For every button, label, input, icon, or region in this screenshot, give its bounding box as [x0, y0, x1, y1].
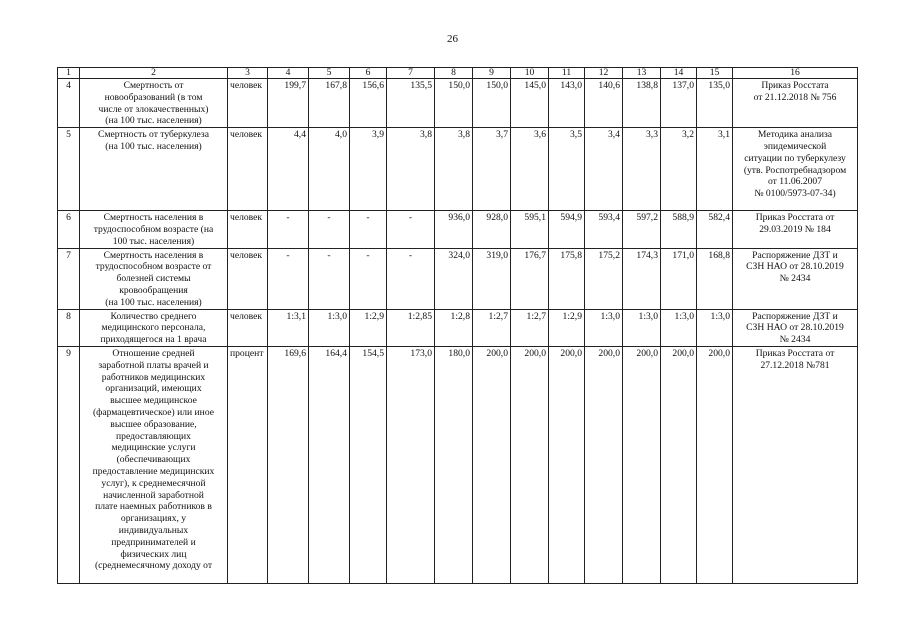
- column-header-5: 5: [309, 68, 350, 79]
- value-cell: 588,9: [661, 211, 697, 248]
- text-line: индивидуальных: [118, 524, 189, 536]
- text-line: приходящегося на 1 врача: [100, 334, 207, 346]
- text-line: плате наемных работников в: [95, 501, 212, 513]
- value-cell: 174,3: [623, 248, 661, 309]
- value-cell: 1:2,9: [350, 309, 387, 346]
- value-cell: 1:3,1: [268, 309, 309, 346]
- text-line: Смертность от: [123, 80, 184, 91]
- value-cell: 175,8: [549, 248, 585, 309]
- table-row: [58, 309, 858, 346]
- value-cell: 180,0: [435, 346, 473, 583]
- value-cell: 135,0: [697, 79, 733, 128]
- text-line: болезней системы: [116, 273, 191, 285]
- value-cell: 3,1: [697, 128, 733, 211]
- column-header-8: 8: [435, 68, 473, 79]
- value-cell: 173,0: [387, 346, 435, 583]
- column-header-12: 12: [585, 68, 623, 79]
- column-header-1: 1: [58, 68, 80, 79]
- text-line: 100 тыс. населения): [112, 235, 195, 247]
- column-header-10: 10: [511, 68, 549, 79]
- column-header-4: 4: [268, 68, 309, 79]
- row-number: 7: [58, 248, 80, 309]
- value-cell: 3,5: [549, 128, 585, 211]
- value-cell: -: [309, 211, 350, 248]
- value-cell: 1:3,0: [661, 309, 697, 346]
- value-cell: 4,0: [309, 128, 350, 211]
- row-number: 6: [58, 211, 80, 248]
- value-cell: -: [350, 248, 387, 309]
- unit-cell: человек: [228, 211, 268, 248]
- indicator-name: [80, 346, 228, 583]
- value-cell: 1:3,0: [697, 309, 733, 346]
- value-cell: 324,0: [435, 248, 473, 309]
- value-cell: 1:3,0: [623, 309, 661, 346]
- text-line: Приказ Росстата от: [755, 347, 835, 359]
- value-cell: 4,4: [268, 128, 309, 211]
- value-cell: 3,2: [661, 128, 697, 211]
- text-line: от 21.12.2018 № 756: [753, 91, 837, 103]
- indicator-name: [80, 128, 228, 211]
- value-cell: 150,0: [435, 79, 473, 128]
- value-cell: 200,0: [473, 346, 511, 583]
- value-cell: 3,3: [623, 128, 661, 211]
- table-row: [58, 346, 858, 583]
- text-line: Смертность населения в: [103, 212, 204, 224]
- value-cell: 3,8: [435, 128, 473, 211]
- value-cell: 200,0: [549, 346, 585, 583]
- unit-cell: человек: [228, 128, 268, 211]
- text-line: Смертность населения в: [103, 249, 204, 261]
- text-line: СЗН НАО от 28.10.2019: [746, 322, 844, 334]
- unit-cell: человек: [228, 248, 268, 309]
- column-header-15: 15: [697, 68, 733, 79]
- value-cell: 143,0: [549, 79, 585, 128]
- text-line: № 0100/5973-07-34): [754, 188, 836, 200]
- header-row: [58, 68, 858, 79]
- text-line: предоставляющих: [116, 430, 191, 442]
- text-line: Методика анализа: [757, 129, 833, 141]
- table-row: [58, 211, 858, 248]
- text-line: предпринимателей и: [111, 536, 196, 548]
- indicators-table: [57, 67, 858, 584]
- text-line: числе от злокачественных): [98, 103, 209, 115]
- text-line: (фармацевтическое) или иное: [92, 406, 214, 418]
- column-header-6: 6: [350, 68, 387, 79]
- source-document: [733, 248, 858, 309]
- text-line: Приказ Росстата: [761, 80, 829, 91]
- text-line: ситуации по туберкулезу: [744, 152, 846, 164]
- column-header-14: 14: [661, 68, 697, 79]
- value-cell: 936,0: [435, 211, 473, 248]
- value-cell: 1:3,0: [585, 309, 623, 346]
- value-cell: 3,6: [511, 128, 549, 211]
- text-line: организаций, имеющих: [105, 383, 202, 395]
- text-line: начисленной заработной: [103, 489, 204, 501]
- value-cell: 135,5: [387, 79, 435, 128]
- source-document: [733, 79, 858, 128]
- source-document: [733, 346, 858, 583]
- value-cell: -: [387, 211, 435, 248]
- value-cell: 1:2,85: [387, 309, 435, 346]
- indicator-name: [80, 211, 228, 248]
- text-line: Приказ Росстата от: [755, 212, 835, 224]
- column-header-7: 7: [387, 68, 435, 79]
- text-line: Распоряжение ДЗТ и: [752, 310, 838, 322]
- text-line: 27.12.2018 №781: [760, 359, 830, 371]
- value-cell: 928,0: [473, 211, 511, 248]
- indicator-name: [80, 309, 228, 346]
- value-cell: 156,6: [350, 79, 387, 128]
- indicator-name: [80, 248, 228, 309]
- text-line: услуг), к среднемесячной: [101, 477, 206, 489]
- text-line: 29.03.2019 № 184: [759, 223, 831, 235]
- value-cell: 200,0: [697, 346, 733, 583]
- value-cell: 200,0: [585, 346, 623, 583]
- value-cell: 175,2: [585, 248, 623, 309]
- value-cell: 593,4: [585, 211, 623, 248]
- unit-cell: человек: [228, 79, 268, 128]
- text-line: организациях, у: [120, 513, 187, 525]
- value-cell: 150,0: [473, 79, 511, 128]
- table-row: [58, 128, 858, 211]
- text-line: заработной платы врачей и: [98, 359, 209, 371]
- value-cell: 594,9: [549, 211, 585, 248]
- value-cell: -: [268, 211, 309, 248]
- row-number: 4: [58, 79, 80, 128]
- column-header-2: 2: [80, 68, 228, 79]
- value-cell: 140,6: [585, 79, 623, 128]
- text-line: СЗН НАО от 28.10.2019: [746, 261, 844, 273]
- value-cell: -: [350, 211, 387, 248]
- value-cell: 145,0: [511, 79, 549, 128]
- text-line: предоставление медицинских: [92, 465, 215, 477]
- text-line: высшее медицинское: [110, 395, 197, 407]
- table-row: [58, 79, 858, 128]
- value-cell: 169,6: [268, 346, 309, 583]
- text-line: (среднемесячному доходу от: [94, 560, 213, 572]
- value-cell: 171,0: [661, 248, 697, 309]
- text-line: (на 100 тыс. населения): [105, 296, 202, 308]
- text-line: (утв. Роспотребнадзором: [743, 164, 847, 176]
- text-line: высшее образование,: [110, 418, 197, 430]
- value-cell: 1:2,7: [473, 309, 511, 346]
- text-line: эпидемической: [763, 140, 827, 152]
- text-line: трудоспособном возрасте от: [95, 261, 212, 273]
- text-line: физических лиц: [120, 548, 187, 560]
- value-cell: 200,0: [623, 346, 661, 583]
- unit-cell: процент: [228, 346, 268, 583]
- value-cell: 200,0: [511, 346, 549, 583]
- value-cell: 1:2,7: [511, 309, 549, 346]
- column-header-9: 9: [473, 68, 511, 79]
- value-cell: 137,0: [661, 79, 697, 128]
- value-cell: 3,4: [585, 128, 623, 211]
- value-cell: 199,7: [268, 79, 309, 128]
- source-document: [733, 211, 858, 248]
- text-line: от 11.06.2007: [767, 176, 823, 188]
- column-header-16: 16: [733, 68, 858, 79]
- column-header-11: 11: [549, 68, 585, 79]
- value-cell: -: [309, 248, 350, 309]
- value-cell: 176,7: [511, 248, 549, 309]
- value-cell: 200,0: [661, 346, 697, 583]
- source-document: [733, 309, 858, 346]
- value-cell: 3,9: [350, 128, 387, 211]
- text-line: новообразований (в том: [104, 91, 203, 103]
- text-line: № 2434: [779, 273, 811, 285]
- unit-cell: человек: [228, 309, 268, 346]
- text-line: медицинские услуги: [111, 442, 196, 454]
- value-cell: 597,2: [623, 211, 661, 248]
- value-cell: 319,0: [473, 248, 511, 309]
- row-number: 9: [58, 346, 80, 583]
- value-cell: 1:3,0: [309, 309, 350, 346]
- value-cell: 138,8: [623, 79, 661, 128]
- text-line: № 2434: [779, 334, 811, 346]
- value-cell: 167,8: [309, 79, 350, 128]
- text-line: (на 100 тыс. населения): [105, 140, 202, 152]
- text-line: (на 100 тыс. населения): [105, 115, 202, 127]
- table-row: [58, 248, 858, 309]
- value-cell: 1:2,9: [549, 309, 585, 346]
- text-line: медицинского персонала,: [101, 322, 206, 334]
- value-cell: 1:2,8: [435, 309, 473, 346]
- value-cell: 595,1: [511, 211, 549, 248]
- text-line: Смертность от туберкулеза: [98, 129, 209, 141]
- value-cell: 3,8: [387, 128, 435, 211]
- value-cell: 164,4: [309, 346, 350, 583]
- value-cell: -: [387, 248, 435, 309]
- value-cell: -: [268, 248, 309, 309]
- text-line: Отношение средней: [112, 347, 195, 359]
- column-header-3: 3: [228, 68, 268, 79]
- page-number: 26: [447, 33, 458, 45]
- text-line: Распоряжение ДЗТ и: [752, 249, 838, 261]
- text-line: трудоспособном возрасте (на: [93, 223, 214, 235]
- column-header-13: 13: [623, 68, 661, 79]
- text-line: Количество среднего: [110, 310, 197, 322]
- value-cell: 3,7: [473, 128, 511, 211]
- value-cell: 582,4: [697, 211, 733, 248]
- text-line: кровообращения: [119, 284, 188, 296]
- text-line: работников медицинских: [101, 371, 206, 383]
- value-cell: 168,8: [697, 248, 733, 309]
- row-number: 5: [58, 128, 80, 211]
- source-document: [733, 128, 858, 211]
- text-line: (обеспечивающих: [116, 454, 191, 466]
- indicator-name: [80, 79, 228, 128]
- row-number: 8: [58, 309, 80, 346]
- value-cell: 154,5: [350, 346, 387, 583]
